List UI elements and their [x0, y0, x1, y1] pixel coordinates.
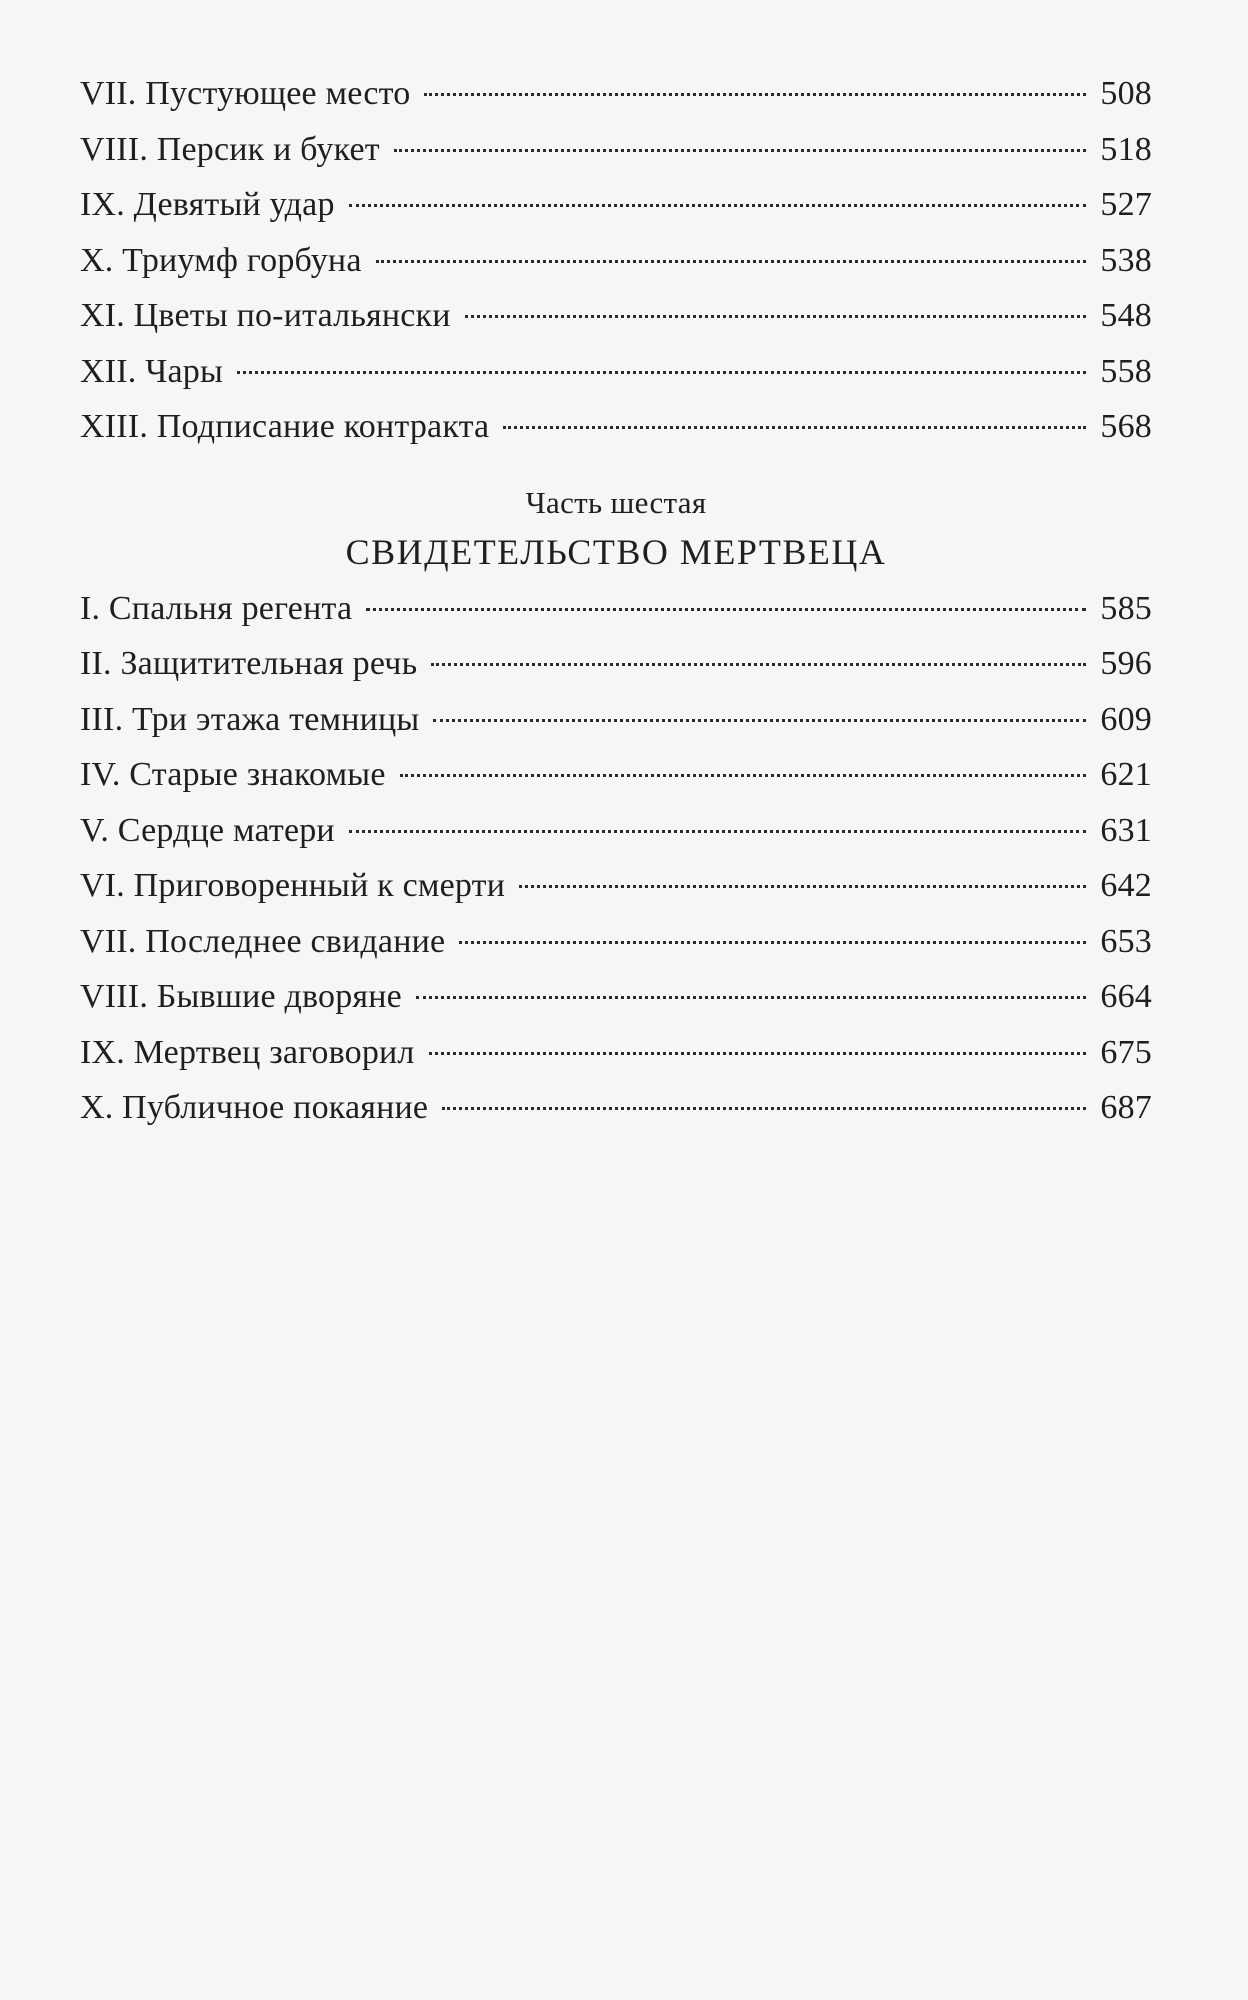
dot-leader [349, 204, 1087, 207]
dot-leader [416, 996, 1086, 999]
dot-leader [424, 93, 1086, 96]
toc-entry-title: V. Сердце матери [80, 811, 335, 849]
toc-entry [80, 969, 1152, 1025]
toc-entry-title: II. Защитительная речь [80, 645, 418, 682]
toc-entry-page: 527 [1100, 186, 1152, 223]
toc-list-part-five [80, 0, 1152, 455]
toc-entry-title: VII. Последнее свидание [80, 922, 446, 960]
dot-leader [431, 663, 1086, 666]
toc-entry-title: IX. Мертвец заговорил [80, 1033, 415, 1071]
toc-entry [80, 581, 1152, 637]
toc-entry-page: 518 [1100, 130, 1152, 168]
dot-leader [519, 885, 1086, 888]
toc-entry [80, 66, 1152, 122]
toc-entry-title: III. Три этажа темницы [80, 700, 420, 738]
toc-entry-title: VIII. Бывшие дворяне [80, 978, 402, 1015]
part-title: СВИДЕТЕЛЬСТВО МЕРТВЕЦА [345, 531, 887, 572]
toc-list-part-six [80, 581, 1152, 1136]
dot-leader [459, 941, 1086, 944]
toc-entry [80, 858, 1152, 914]
toc-entry-page: 558 [1100, 352, 1152, 390]
toc-entry-title: VIII. Персик и букет [80, 130, 380, 168]
toc-entry-title: VII. Пустующее место [80, 75, 411, 112]
toc-entry-page: 585 [1100, 589, 1152, 627]
toc-entry [80, 1080, 1152, 1136]
toc-entry-title: XII. Чары [80, 352, 224, 390]
toc-entry [80, 288, 1152, 344]
toc-entry-title: X. Публичное покаяние [80, 1089, 429, 1126]
toc-entry-title: X. Триумф горбуна [80, 241, 362, 279]
dot-leader [376, 260, 1087, 263]
toc-entry-page: 664 [1100, 978, 1152, 1015]
toc-entry-title: IV. Старые знакомые [80, 756, 386, 793]
toc-entry [80, 747, 1152, 803]
dot-leader [503, 426, 1086, 429]
toc-entry [80, 177, 1152, 233]
toc-entry-title: XI. Цветы по-итальянски [80, 297, 451, 334]
toc-entry-title: IX. Девятый удар [80, 186, 335, 223]
toc-entry-page: 596 [1100, 645, 1152, 682]
dot-leader [465, 315, 1087, 318]
dot-leader [366, 608, 1086, 611]
toc-entry-title: XIII. Подписание контракта [80, 408, 490, 445]
dot-leader [237, 371, 1086, 374]
toc-entry-page: 687 [1100, 1089, 1152, 1126]
toc-entry-page: 538 [1100, 241, 1152, 279]
toc-entry [80, 344, 1152, 400]
part-heading [80, 483, 1152, 575]
toc-entry [80, 233, 1152, 289]
toc-entry [80, 636, 1152, 692]
part-label: Часть шестая [525, 484, 707, 520]
dot-leader [433, 719, 1086, 722]
dot-leader [442, 1107, 1086, 1110]
toc-entry-page: 548 [1100, 297, 1152, 334]
toc-entry-page: 609 [1100, 700, 1152, 738]
toc-entry-page: 642 [1100, 867, 1152, 904]
toc-entry [80, 399, 1152, 455]
toc-entry-page: 631 [1100, 811, 1152, 849]
toc-entry-title: I. Спальня регента [80, 589, 353, 627]
toc-entry-title: VI. Приговоренный к смерти [80, 867, 506, 904]
dot-leader [394, 149, 1087, 152]
toc-entry-page: 568 [1100, 408, 1152, 445]
dot-leader [349, 830, 1087, 833]
dot-leader [400, 774, 1087, 777]
toc-entry-page: 508 [1100, 75, 1152, 112]
toc-entry [80, 914, 1152, 970]
toc-entry [80, 692, 1152, 748]
toc-entry [80, 1025, 1152, 1081]
toc-entry-page: 675 [1100, 1033, 1152, 1071]
dot-leader [429, 1052, 1087, 1055]
toc-entry [80, 803, 1152, 859]
toc-entry-page: 653 [1100, 922, 1152, 960]
toc-entry [80, 122, 1152, 178]
toc-entry-page: 621 [1100, 756, 1152, 793]
